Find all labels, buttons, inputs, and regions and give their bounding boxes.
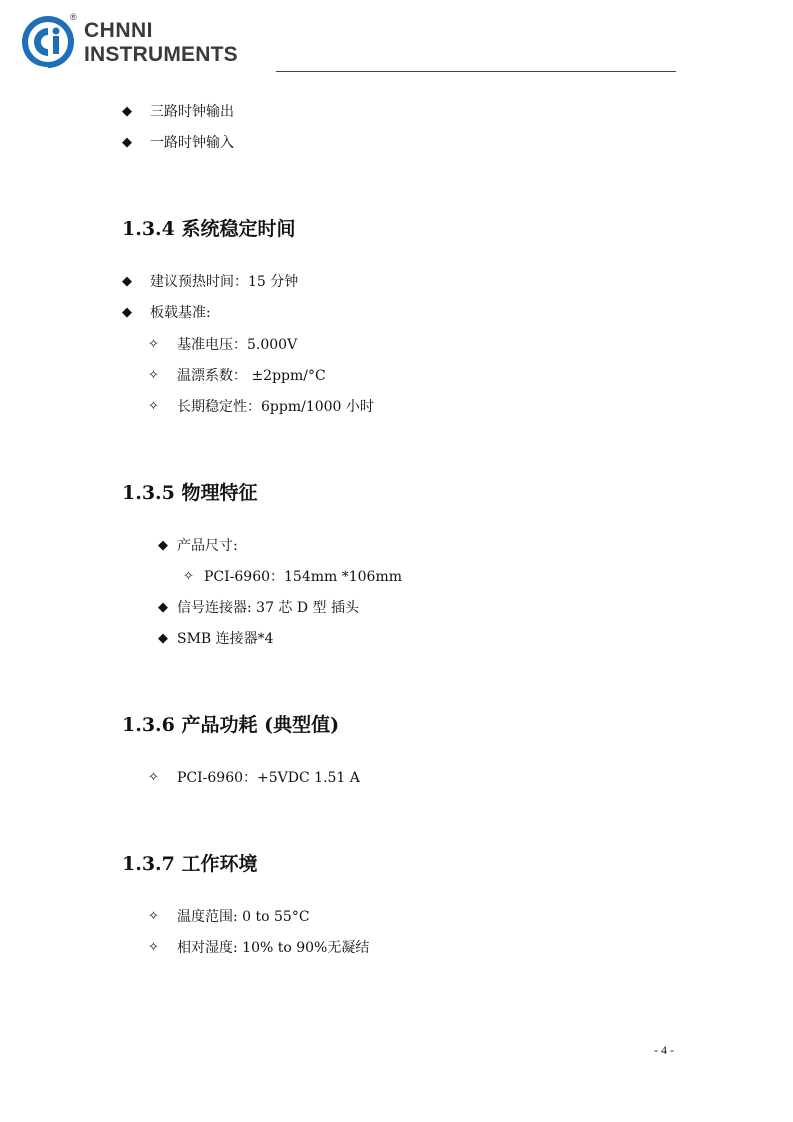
- list-item: [122, 304, 211, 322]
- diamond-bullet-icon: ◆: [158, 600, 168, 615]
- company-logo-icon: [20, 14, 76, 70]
- section-heading: 1.3.4 系统稳定时间: [122, 218, 296, 240]
- diamond-bullet-icon: ◆: [122, 104, 132, 119]
- sub-list-item: [148, 939, 369, 957]
- section-heading: 1.3.6 产品功耗 (典型值): [122, 714, 340, 736]
- sub-list-item: [183, 568, 402, 586]
- diamond-bullet-icon: ◆: [158, 538, 168, 553]
- list-item: [122, 103, 234, 121]
- list-item-text: 相对湿度: 10% to 90%无凝结: [177, 940, 370, 956]
- list-item-text: 板载基准:: [150, 305, 211, 321]
- list-item-text: 长期稳定性：6ppm/1000 小时: [177, 399, 374, 415]
- registered-mark: ®: [70, 12, 77, 22]
- star-bullet-icon: ✧: [148, 337, 159, 352]
- list-item: [122, 273, 298, 291]
- list-item: [158, 599, 359, 617]
- brand-name-line2: INSTRUMENTS: [84, 43, 238, 66]
- list-item: [158, 630, 274, 648]
- diamond-bullet-icon: ◆: [122, 305, 132, 320]
- list-item-text: SMB 连接器*4: [177, 631, 274, 647]
- sub-list-item: [148, 336, 297, 354]
- sub-list-item: [148, 367, 326, 385]
- brand-name-line1: CHNNI: [84, 19, 153, 42]
- header-rule: [276, 71, 676, 72]
- section-heading: 1.3.5 物理特征: [122, 482, 258, 504]
- sub-list-item: [148, 398, 374, 416]
- section-heading: 1.3.7 工作环境: [122, 853, 258, 875]
- star-bullet-icon: ✧: [148, 399, 159, 414]
- star-bullet-icon: ✧: [148, 368, 159, 383]
- list-item: [122, 134, 234, 152]
- star-bullet-icon: ✧: [183, 569, 194, 584]
- list-item-text: 三路时钟输出: [150, 104, 234, 120]
- list-item-text: 信号连接器: 37 芯 D 型 插头: [177, 600, 360, 616]
- list-item-text: 温漂系数： ±2ppm/°C: [177, 368, 326, 384]
- list-item-text: 建议预热时间：15 分钟: [150, 274, 299, 290]
- diamond-bullet-icon: ◆: [158, 631, 168, 646]
- sub-list-item: [148, 769, 360, 787]
- star-bullet-icon: ✧: [148, 909, 159, 924]
- star-bullet-icon: ✧: [148, 940, 159, 955]
- list-item-text: 温度范围: 0 to 55°C: [177, 909, 310, 925]
- diamond-bullet-icon: ◆: [122, 274, 132, 289]
- sub-list-item: [148, 908, 310, 926]
- list-item-text: 基准电压：5.000V: [177, 337, 298, 353]
- diamond-bullet-icon: ◆: [122, 135, 132, 150]
- list-item-text: PCI-6960：154mm *106mm: [204, 569, 403, 585]
- page-number: - 4 -: [654, 1043, 674, 1057]
- list-item-text: 一路时钟输入: [150, 135, 234, 151]
- list-item-text: PCI-6960：+5VDC 1.51 A: [177, 770, 360, 786]
- list-item: [158, 537, 238, 555]
- star-bullet-icon: ✧: [148, 770, 159, 785]
- list-item-text: 产品尺寸:: [177, 538, 238, 554]
